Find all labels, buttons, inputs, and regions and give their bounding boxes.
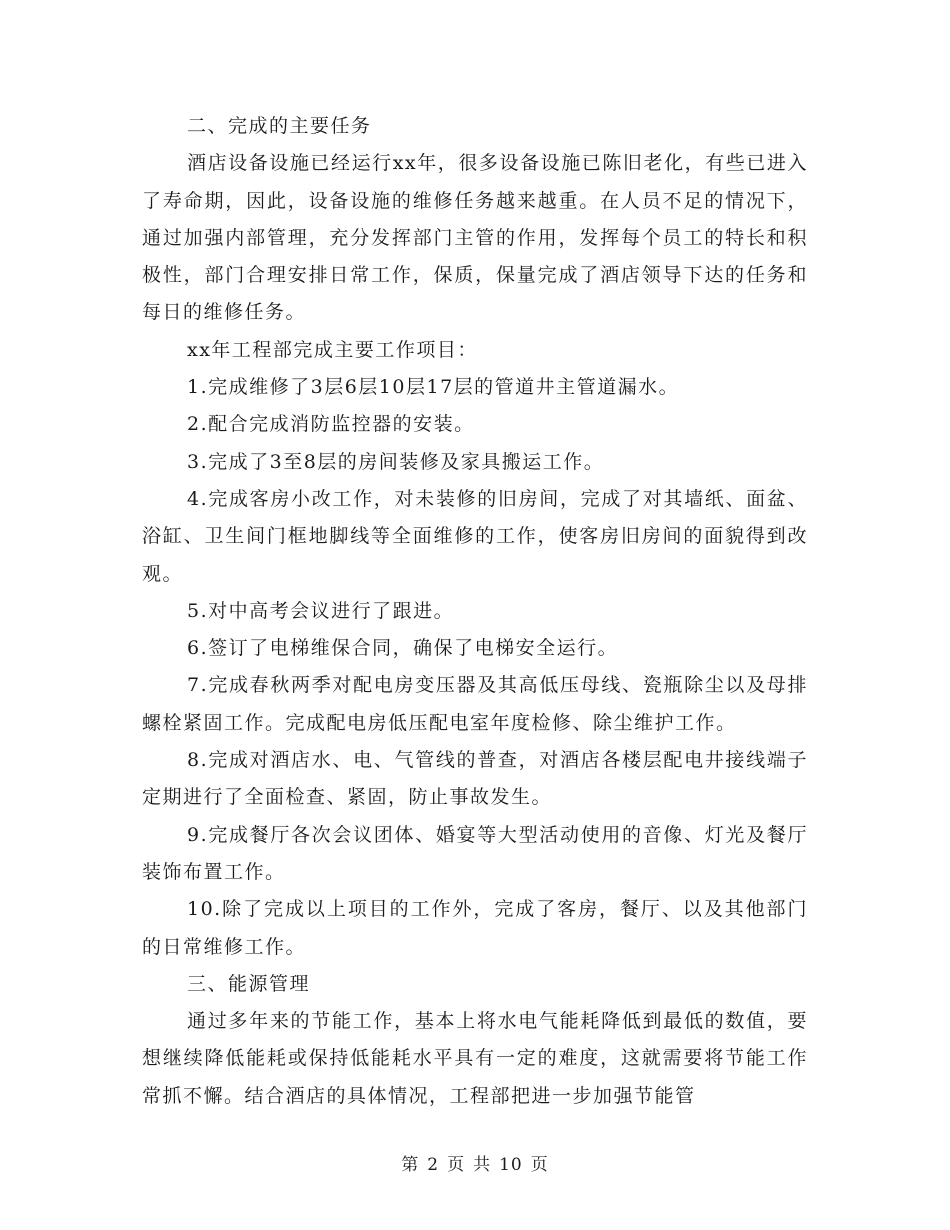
list-item-6: 6.签订了电梯维保合同，确保了电梯安全运行。 [187,637,619,660]
paragraph-energy: 通过多年来的节能工作，基本上将水电气能耗降低到最低的数值，要想继续降低能耗或保持低能耗水平具有一定的难度，这就需要将节能工作常抓不懈。结合酒店的具体情况，工程部把进一步加强节能管 [142,1010,808,1107]
list-item-1: 1.完成维修了3层6层10层17层的管道井主管道漏水。 [187,376,680,399]
footer-page-number: 2 [427,1155,440,1175]
paragraph-overview: 酒店设备设施已经运行xx年，很多设备设施已陈旧老化，有些已进入了寿命期，因此，设备设施的维修任务越来越重。在人员不足的情况下，通过加强内部管理，充分发挥部门主管的作用，发挥每个员工的特长和积极性，部门合理安排日常工作，保质，保量完成了酒店领导下达的任务和每日的维修任务。 [142,152,808,324]
footer-total-label: 页 [530,1155,549,1175]
list-item-4: 4.完成客房小改工作，对未装修的旧房间，完成了对其墙纸、面盆、浴缸、卫生间门框地脚线等全面维修的工作，使客房旧房间的面貌得到改观。 [142,487,808,585]
footer-page-label: 页 [447,1155,466,1175]
list-item-2: 2.配合完成消防监控器的安装。 [187,413,475,436]
list-item-10: 10.除了完成以上项目的工作外，完成了客房，餐厅、以及其他部门的日常维修工作。 [142,898,808,958]
section-heading-main-tasks: 二、完成的主要任务 [187,115,372,137]
list-item-3: 3.完成了3至8层的房间装修及家具搬运工作。 [187,450,605,473]
document-body [142,108,808,1115]
section-heading-energy: 三、能源管理 [187,972,311,995]
list-item-5: 5.对中高考会议进行了跟进。 [187,599,455,622]
list-item-9: 9.完成餐厅各次会议团体、婚宴等大型活动使用的音像、灯光及餐厅装饰布置工作。 [142,823,808,883]
paragraph-project-intro: xx年工程部完成主要工作项目： [187,338,478,361]
list-item-7: 7.完成春秋两季对配电房变压器及其高低压母线、瓷瓶除尘以及母排螺栓紧固工作。完成配电房低压配电室年度检修、除尘维护工作。 [142,674,808,734]
footer-total-pages: 10 [499,1155,523,1175]
footer-prefix: 第 [401,1155,420,1175]
page-footer [0,1150,950,1175]
footer-total-prefix: 共 [473,1155,492,1175]
list-item-8: 8.完成对酒店水、电、气管线的普查，对酒店各楼层配电井接线端子定期进行了全面检查、紧固，防止事故发生。 [142,749,808,809]
